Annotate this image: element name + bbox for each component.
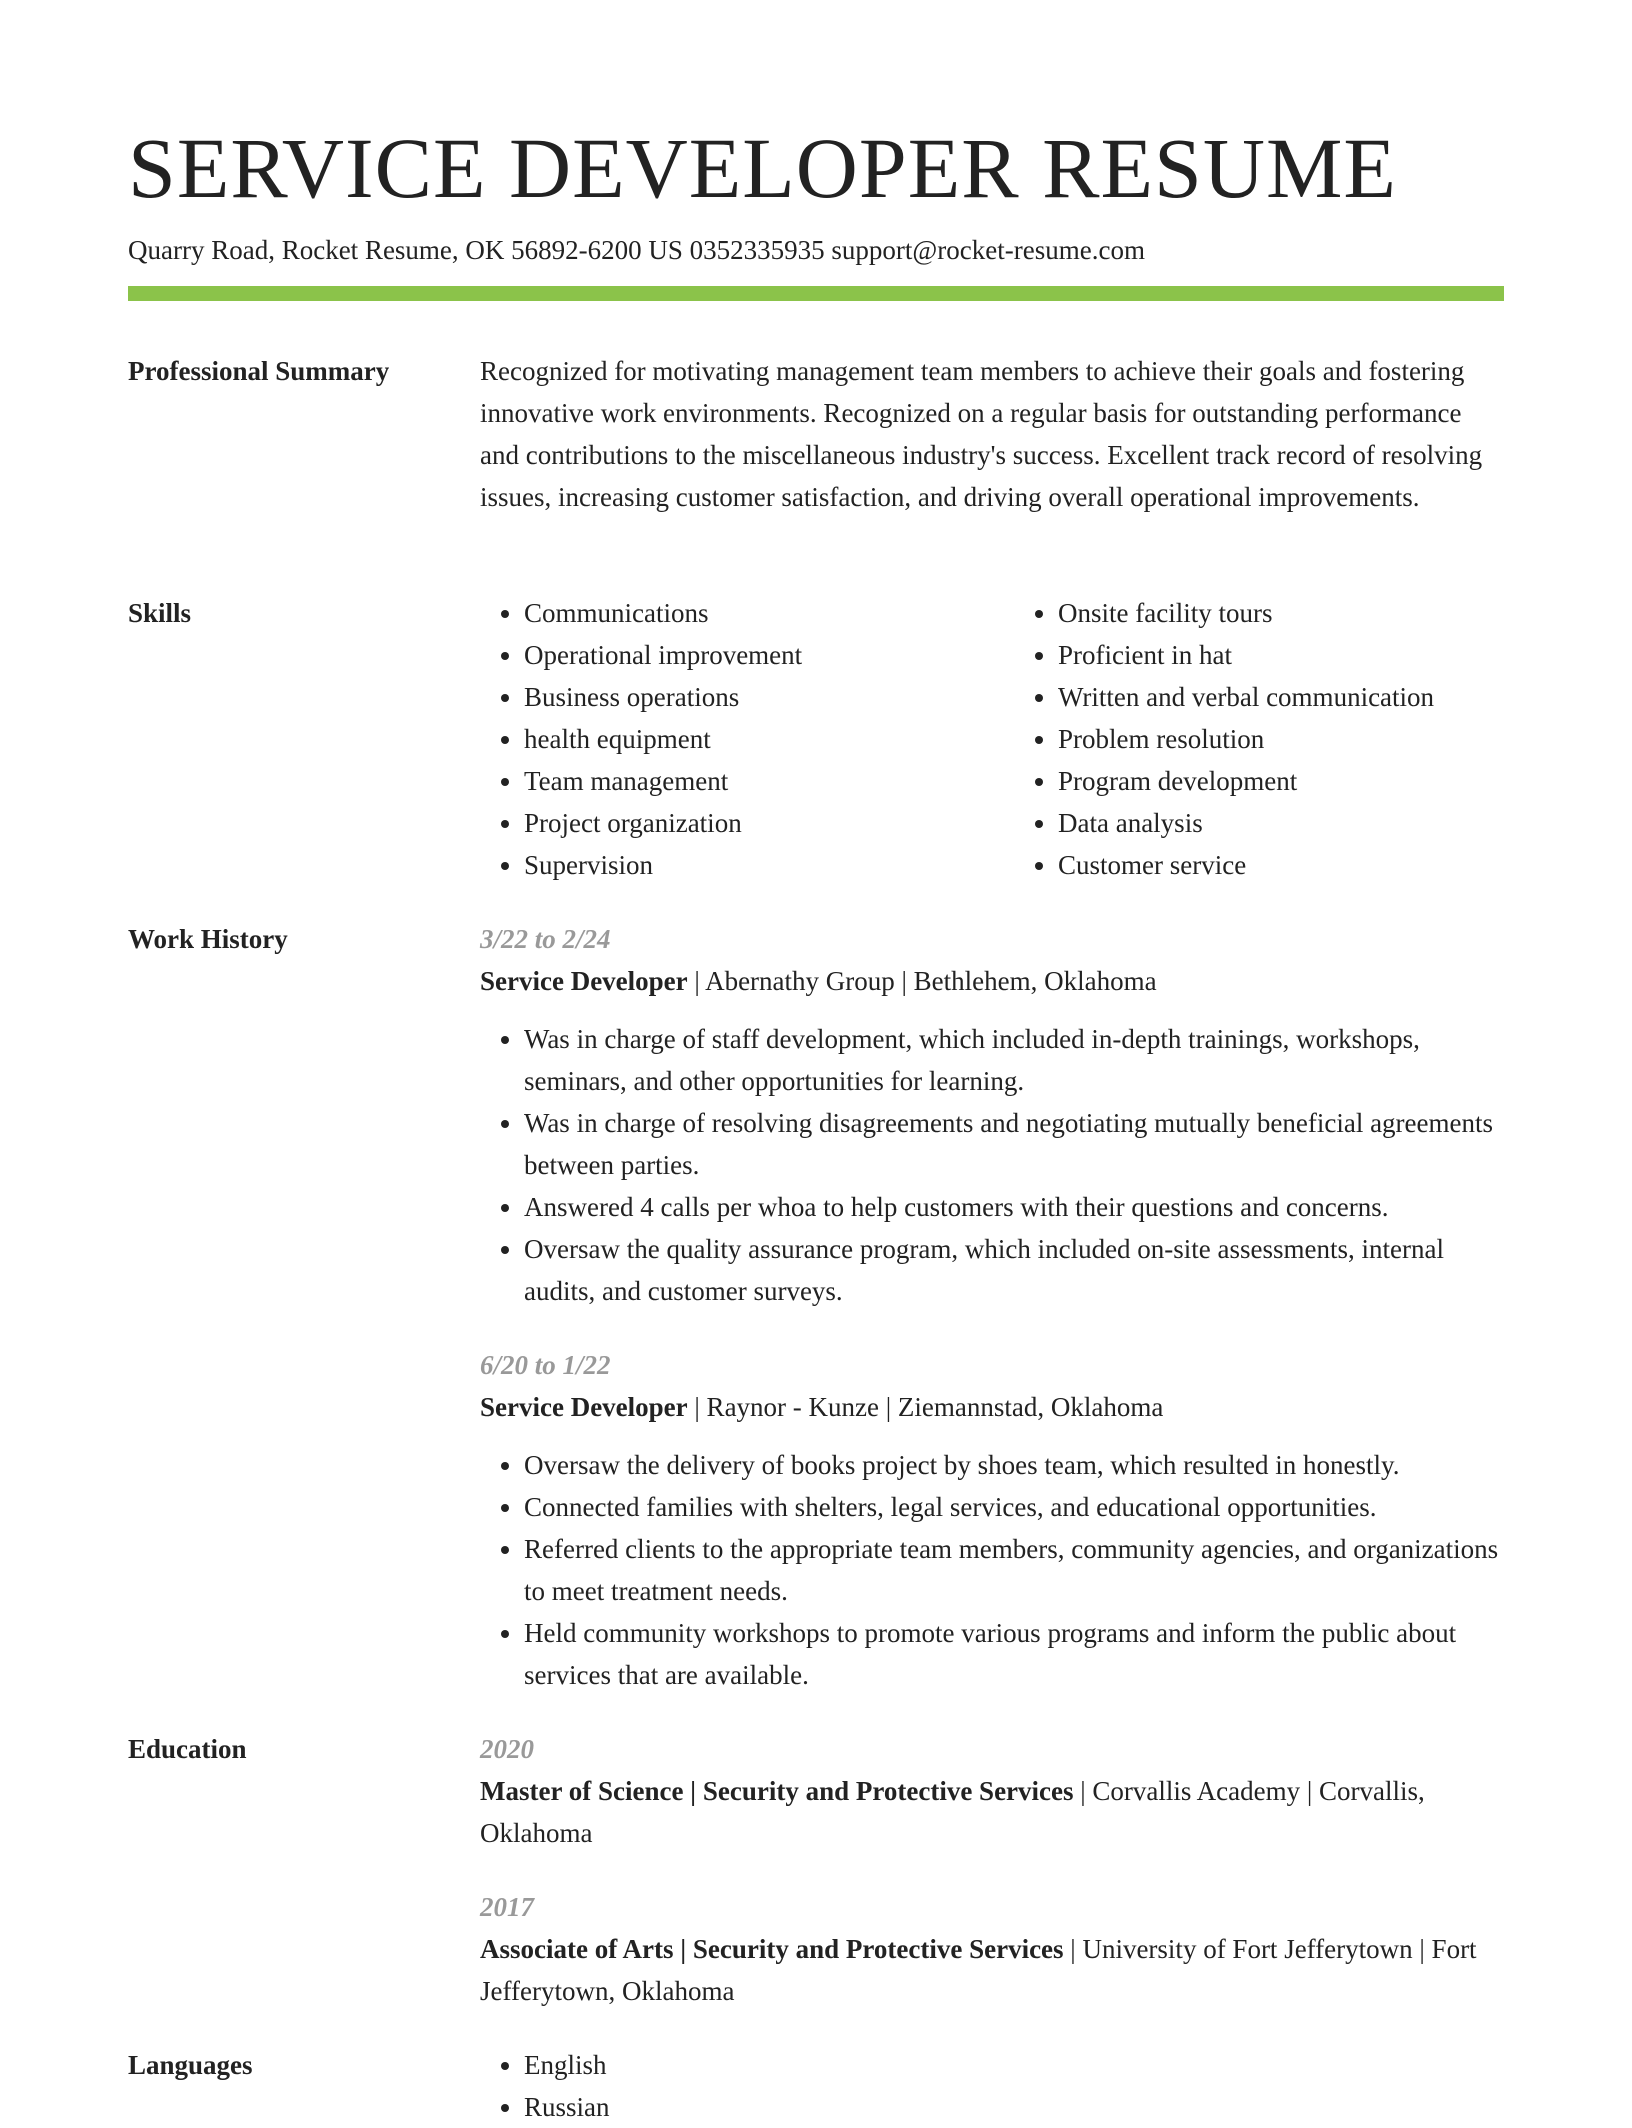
skill-item: • Onsite facility tours	[1058, 592, 1504, 634]
summary-section	[128, 350, 1504, 518]
education-year: 2017	[480, 1892, 534, 1922]
work-history-section	[128, 918, 1504, 1696]
language-list	[480, 2044, 1504, 2128]
job-dates: 3/22 to 2/24	[480, 924, 611, 954]
skill-item: • Proficient in hat	[1058, 634, 1504, 676]
summary-text: Recognized for motivating management team members to achieve their goals and fostering innovative work environments. Recognized on a regular basis for outstanding performance and contributions to the miscellaneous industry's success. Excellent track record of resolving issues, increasing customer satisfaction, and driving overall operational improvements.	[480, 356, 1483, 512]
education-section	[128, 1728, 1504, 2012]
skill-item: • Communications	[524, 592, 970, 634]
skill-item: • Customer service	[1058, 844, 1504, 886]
degree-name: Master of Science | Security and Protective Services	[480, 1776, 1074, 1806]
skill-item: • Problem resolution	[1058, 718, 1504, 760]
job-bullet-list	[480, 1018, 1504, 1312]
section-title: Education	[128, 1734, 247, 1764]
resume-header	[128, 118, 1504, 266]
job-details: | Abernathy Group | Bethlehem, Oklahoma	[687, 966, 1157, 996]
education-entry	[480, 1728, 1504, 1854]
skill-item: • Project organization	[524, 802, 970, 844]
section-title: Languages	[128, 2050, 253, 2080]
section-title: Professional Summary	[128, 356, 390, 386]
job-entry	[480, 918, 1504, 1312]
job-bullet: • Connected families with shelters, legal services, and educational opportunities.	[524, 1486, 1504, 1528]
skills-column-2	[1014, 592, 1504, 886]
skills-column-1	[480, 592, 970, 886]
job-dates: 6/20 to 1/22	[480, 1350, 611, 1380]
section-title: Work History	[128, 924, 288, 954]
language-item: • Russian	[524, 2086, 1504, 2128]
languages-section	[128, 2044, 1504, 2128]
degree-name: Associate of Arts | Security and Protective Services	[480, 1934, 1064, 1964]
job-bullet: • Was in charge of staff development, which included in-depth trainings, workshops, seminars, and other opportunities for learning.	[524, 1018, 1504, 1102]
job-entry	[480, 1344, 1504, 1696]
skill-item: • Data analysis	[1058, 802, 1504, 844]
job-details: | Raynor - Kunze | Ziemannstad, Oklahoma	[687, 1392, 1164, 1422]
resume-title: SERVICE DEVELOPER RESUME	[128, 120, 1397, 216]
skill-item: • health equipment	[524, 718, 970, 760]
job-bullet: • Was in charge of resolving disagreements and negotiating mutually beneficial agreements between parties.	[524, 1102, 1504, 1186]
job-bullet: • Answered 4 calls per whoa to help customers with their questions and concerns.	[524, 1186, 1504, 1228]
job-bullet: • Oversaw the quality assurance program, which included on-site assessments, internal audits, and customer surveys.	[524, 1228, 1504, 1312]
job-title: Service Developer	[480, 1392, 688, 1422]
education-entry	[480, 1886, 1504, 2012]
job-title: Service Developer	[480, 966, 688, 996]
job-bullet: • Oversaw the delivery of books project by shoes team, which resulted in honestly.	[524, 1444, 1504, 1486]
skills-section	[128, 592, 1504, 886]
school-details: | University of Fort Jefferytown | Fort Jefferytown, Oklahoma	[480, 1934, 1477, 2006]
job-bullet-list	[480, 1444, 1504, 1696]
section-title: Skills	[128, 598, 192, 628]
skill-item: • Team management	[524, 760, 970, 802]
job-bullet: • Referred clients to the appropriate team members, community agencies, and organizations to meet treatment needs.	[524, 1528, 1504, 1612]
school-details: | Corvallis Academy | Corvallis, Oklahoma	[480, 1776, 1425, 1848]
contact-line: Quarry Road, Rocket Resume, OK 56892-6200 US 0352335935 support@rocket-resume.com	[128, 235, 1145, 265]
accent-divider	[128, 286, 1504, 301]
language-item: • English	[524, 2044, 1504, 2086]
skill-item: • Operational improvement	[524, 634, 970, 676]
skill-item: • Supervision	[524, 844, 970, 886]
skill-item: • Program development	[1058, 760, 1504, 802]
skill-item: • Business operations	[524, 676, 970, 718]
skill-item: • Written and verbal communication	[1058, 676, 1504, 718]
job-bullet: • Held community workshops to promote various programs and inform the public about services that are available.	[524, 1612, 1504, 1696]
education-year: 2020	[480, 1734, 534, 1764]
